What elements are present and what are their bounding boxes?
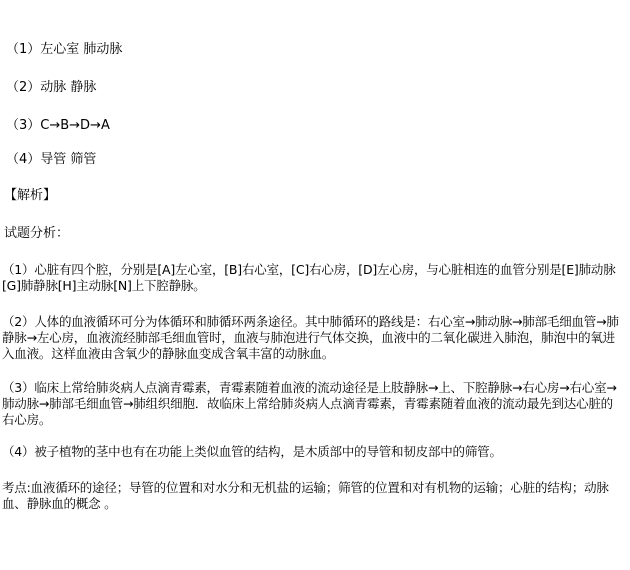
keypoints-text: 考点:血液循环的途径；导管的位置和对水分和无机盐的运输；筛管的位置和对有机物的运输；心脏的结构；动脉血、静脉血的概念 。 <box>2 480 609 511</box>
analysis-heading: 【解析】 <box>4 188 57 203</box>
analysis-paragraph-4: （4）被子植物的茎中也有在功能上类似血管的结构，是木质部中的导管和韧皮部中的筛管。 <box>2 444 502 459</box>
answer-2: （2）动脉 静脉 <box>6 80 97 95</box>
answer-4: （4）导管 筛管 <box>6 152 97 167</box>
answer-1: （1）左心室 肺动脉 <box>6 42 123 57</box>
analysis-paragraph-3: （3）临床上常给肺炎病人点滴青霉素，青霉素随着血液的流动途径是上肢静脉→上、下腔静脉→右心房→右心室→肺动脉→肺部毛细血管→肺组织细胞．故临床上常给肺炎病人点滴青霉素，青霉素随着血液的流动最先到达心脏的右心房。 <box>2 380 617 427</box>
analysis-paragraph-1: （1）心脏有四个腔，分别是[A]左心室，[B]右心室，[C]右心房，[D]左心房，与心脏相连的血管分别是[E]肺动脉[G]肺静脉[H]主动脉[N]上下腔静脉。 <box>2 262 616 293</box>
answer-3: （3）C→B→D→A <box>6 118 110 133</box>
analysis-intro: 试题分析： <box>4 226 70 241</box>
analysis-paragraph-2: （2）人体的血液循环可分为体循环和肺循环两条途径。其中肺循环的路线是：右心室→肺动脉→肺部毛细血管→肺静脉→左心房，血液流经肺部毛细血管时，血液与肺泡进行气体交换，血液中的二氧化碳进入肺泡，肺泡中的氧进入血液。这样血液由含氧少的静脉血变成含氧丰富的动脉血。 <box>2 314 619 361</box>
